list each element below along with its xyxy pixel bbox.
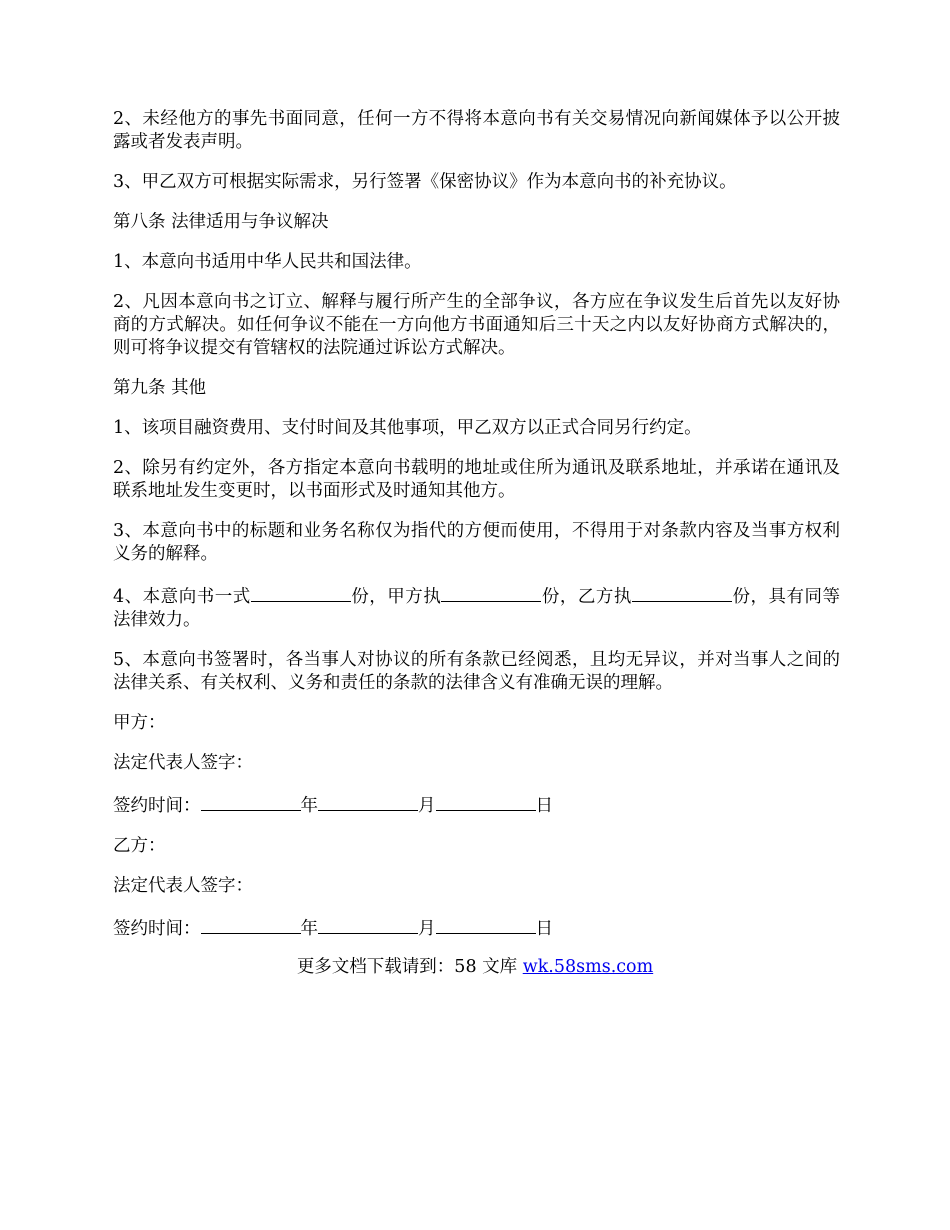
copies-text-d: 份，具有同等法律效力。 bbox=[113, 587, 841, 630]
paragraph-confidentiality-3: 3、甲乙双方可根据实际需求，另行签署《保密协议》作为本意向书的补充协议。 bbox=[113, 172, 737, 192]
party-b-month-blank[interactable] bbox=[318, 915, 418, 934]
copies-text-c: 份，乙方执 bbox=[541, 587, 632, 607]
party-a-label: 甲方： bbox=[113, 713, 166, 733]
copies-party-b-blank[interactable] bbox=[632, 583, 732, 602]
party-a-representative-label: 法定代表人签字： bbox=[113, 753, 253, 773]
footer-link[interactable]: wk.58sms.com bbox=[522, 957, 654, 977]
paragraph-law-1: 1、本意向书适用中华人民共和国法律。 bbox=[113, 252, 422, 272]
party-b-day-blank[interactable] bbox=[436, 915, 536, 934]
sign-date-label: 签约时间： bbox=[113, 919, 201, 939]
party-a-sign-date bbox=[113, 792, 840, 818]
year-label: 年 bbox=[300, 919, 318, 939]
copies-text-a: 4、本意向书一式 bbox=[113, 587, 251, 607]
heading-article-8: 第八条 法律适用与争议解决 bbox=[113, 212, 329, 232]
copies-text-b: 份，甲方执 bbox=[350, 587, 442, 607]
footer-text: 更多文档下载请到：58 文库 bbox=[296, 957, 523, 977]
paragraph-other-5: 5、本意向书签署时，各当事人对协议的所有条款已经阅悉，且均无异议，并对当事人之间的法律关系、有关权利、义务和责任的条款的法律含义有准确无误的理解。 bbox=[113, 650, 840, 693]
footer bbox=[0, 956, 950, 979]
party-a-month-blank[interactable] bbox=[318, 792, 418, 811]
party-b-representative-label: 法定代表人签字： bbox=[113, 876, 253, 896]
copies-party-a-blank[interactable] bbox=[441, 583, 541, 602]
party-b-sign-date bbox=[113, 915, 840, 941]
month-label: 月 bbox=[418, 796, 436, 816]
month-label: 月 bbox=[418, 919, 436, 939]
paragraph-law-2: 2、凡因本意向书之订立、解释与履行所产生的全部争议，各方应在争议发生后首先以友好协商的方式解决。如任何争议不能在一方向他方书面通知后三十天之内以友好协商方式解决的，则可将争议提交有管辖权的法院通过诉讼方式解决。 bbox=[113, 292, 840, 358]
day-label: 日 bbox=[535, 796, 553, 816]
party-b-label: 乙方： bbox=[113, 836, 166, 856]
party-a-year-blank[interactable] bbox=[201, 792, 301, 811]
year-label: 年 bbox=[300, 796, 318, 816]
document-body bbox=[113, 108, 840, 958]
paragraph-other-1: 1、该项目融资费用、支付时间及其他事项，甲乙双方以正式合同另行约定。 bbox=[113, 418, 702, 438]
paragraph-other-2: 2、除另有约定外，各方指定本意向书载明的地址或住所为通讯及联系地址，并承诺在通讯及联系地址发生变更时，以书面形式及时通知其他方。 bbox=[113, 458, 840, 501]
party-b-year-blank[interactable] bbox=[201, 915, 301, 934]
day-label: 日 bbox=[535, 919, 553, 939]
sign-date-label: 签约时间： bbox=[113, 796, 201, 816]
paragraph-confidentiality-2: 2、未经他方的事先书面同意，任何一方不得将本意向书有关交易情况向新闻媒体予以公开披露或者发表声明。 bbox=[113, 109, 840, 152]
paragraph-other-3: 3、本意向书中的标题和业务名称仅为指代的方便而使用，不得用于对条款内容及当事方权利义务的解释。 bbox=[113, 521, 840, 564]
heading-article-9: 第九条 其他 bbox=[113, 378, 207, 398]
paragraph-other-4 bbox=[113, 583, 840, 632]
copies-total-blank[interactable] bbox=[251, 583, 351, 602]
party-a-day-blank[interactable] bbox=[436, 792, 536, 811]
